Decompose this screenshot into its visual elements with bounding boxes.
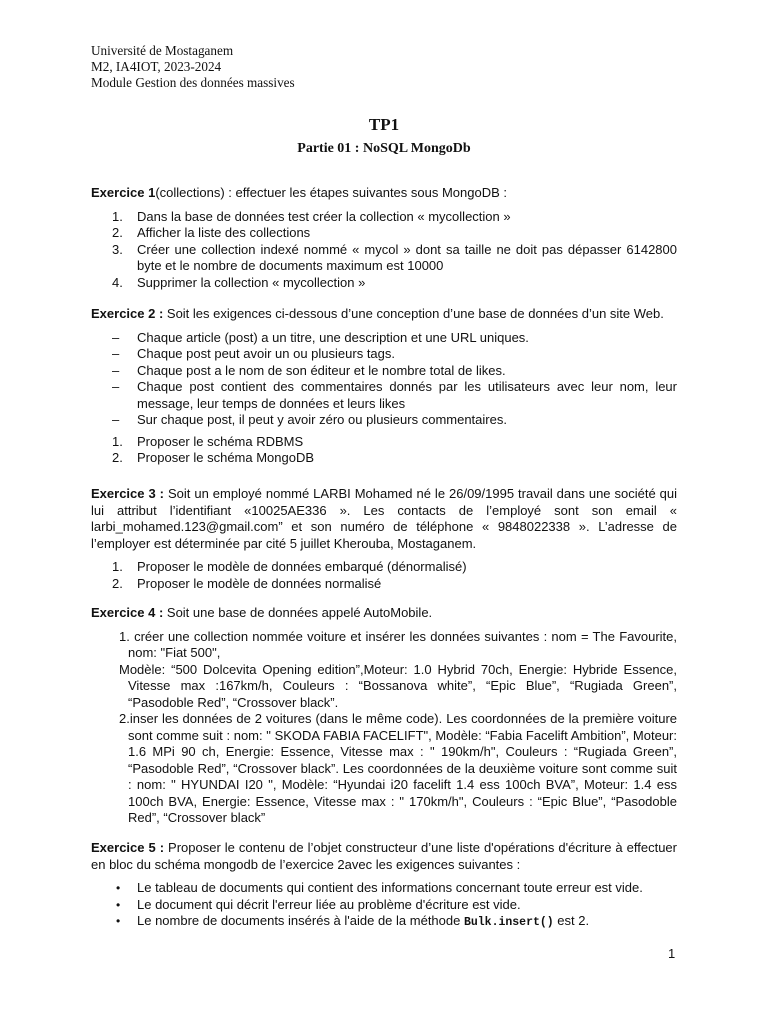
exercise-2-requirements <box>91 330 677 429</box>
exercise-2 <box>91 306 677 467</box>
exercise-1-text: (collections) : effectuer les étapes suivantes sous MongoDB : <box>155 185 508 200</box>
exercise-2-text: Soit les exigences ci-dessous d’une conception d’une base de données d’un site Web. <box>163 306 664 321</box>
exercise-4-text: Soit une base de données appelé AutoMobile. <box>163 605 433 620</box>
page-subtitle: Partie 01 : NoSQL MongoDb <box>297 141 471 156</box>
exercise-4-items <box>91 629 677 827</box>
exercise-3-questions <box>91 559 677 592</box>
exercise-1 <box>91 185 677 291</box>
list-item: 4. Supprimer la collection « mycollection » <box>112 274 366 290</box>
exercise-2-label: Exercice 2 : <box>91 306 164 321</box>
list-item: 1. Proposer le schéma RDBMS <box>112 433 304 449</box>
list-item: 2. Proposer le schéma MongoDB <box>112 450 315 465</box>
list-item: 1. Dans la base de données test créer la collection « mycollection » <box>112 208 511 224</box>
exercise-1-intro <box>91 185 677 202</box>
list-item: • Le tableau de documents qui contient des informations concernant toute erreur est vide. <box>116 880 643 895</box>
exercise-4 <box>91 605 677 827</box>
exercise-4-item-1: 1. créer une collection nommée voiture et insérer les données suivantes : nom = The Favourite, nom: "Fiat 500", <box>119 628 677 660</box>
list-item: 1. Proposer le modèle de données embarqué (dénormalisé) <box>112 559 467 574</box>
code-bulk-insert: Bulk.insert() <box>463 916 554 929</box>
list-item: – Chaque post peut avoir un ou plusieurs tags. <box>112 346 396 361</box>
page-number: 1 <box>668 946 676 961</box>
exercise-2-questions <box>91 434 677 467</box>
page-title: TP1 <box>368 115 400 134</box>
header-module: Module Gestion des données massives <box>91 75 295 90</box>
list-item: – Chaque post contient des commentaires donnés par les utilisateurs avec leur nom, leur message, leur temps de données et leurs likes <box>112 379 677 411</box>
exercise-3-label: Exercice 3 : <box>91 486 164 501</box>
exercise-3 <box>91 486 677 592</box>
header <box>91 43 295 91</box>
exercise-1-label: Exercice 1 <box>91 185 156 200</box>
exercise-4-item-1-details: Modèle: “500 Dolcevita Opening edition”,Moteur: 1.0 Hybrid 70ch, Energie: Hybride Essence, Vitesse max :167km/h, Couleurs : “Bossanova white”, “Epic Blue”, “Rugiada Green”, “Pasodoble Red”, “Crossover black”. <box>119 661 677 710</box>
exercise-4-label: Exercice 4 : <box>91 605 164 620</box>
list-item: • Le nombre de documents insérés à l'aide de la méthode Bulk.insert() est 2. <box>116 913 590 929</box>
list-item: 3. Créer une collection indexé nommé « mycol » dont sa taille ne doit pas dépasser 6142800 byte et le nombre de documents maximum est 10000 <box>112 241 677 273</box>
list-item: 2. Afficher la liste des collections <box>112 225 311 240</box>
exercise-4-intro <box>91 605 677 622</box>
exercise-2-intro <box>91 306 677 323</box>
list-item: • Le document qui décrit l'erreur liée au problème d'écriture est vide. <box>116 896 521 912</box>
list-item: 2. Proposer le modèle de données normalisé <box>112 575 382 591</box>
exercise-3-intro <box>91 486 677 552</box>
header-program: M2, IA4IOT, 2023-2024 <box>91 59 222 74</box>
exercise-5 <box>91 840 677 932</box>
header-university: Université de Mostaganem <box>91 43 234 58</box>
exercise-5-label: Exercice 5 : <box>91 840 165 855</box>
exercise-3-text: Soit un employé nommé LARBI Mohamed né le 26/09/1995 travail dans une société qui lui attribut l’identifiant «10025AE336 ». Les contacts de l’employé sont son email « larbi_mohamed.123@gmail.com” et son numéro de téléphone « 9848022338 ». L’adresse de l’employer est déterminée par cité 5 juillet Kherouba, Mostaganem. <box>91 486 678 551</box>
exercise-5-intro <box>91 840 677 873</box>
exercise-5-requirements <box>91 880 677 932</box>
list-item: – Sur chaque post, il peut y avoir zéro ou plusieurs commentaires. <box>112 412 507 427</box>
list-item: – Chaque post a le nom de son éditeur et le nombre total de likes. <box>112 362 506 378</box>
exercise-5-text: Proposer le contenu de l’objet constructeur d’une liste d'opérations d'écriture à effectuer en bloc du schéma mongodb de l’exercice 2avec les exigences suivantes : <box>91 840 677 872</box>
exercise-4-item-2: 2.inser les données de 2 voitures (dans le même code). Les coordonnées de la première voiture sont comme suit : nom: " SKODA FABIA FACELIFT", Modèle: “Fabia Facelift Ambition”, Moteur: 1.6 MPi 90 ch, Energie: Essence, Vitesse max : " 190km/h", Couleurs : “Rugiada Green”, “Pasodoble Red”, “Crossover black”. Les coordonnées de la deuxième voiture sont comme suit : nom: " HYUNDAI I20 ", Modèle: “Hyundai i20 facelift 1.4 ess 100ch BVA”, Moteur: 1.4 ess 100ch BVA, Energie: Essence, Vitesse max : " 170km/h", Couleurs : “Epic Blue”, “Pasodoble Red”, “Crossover black” <box>119 711 677 825</box>
list-item: – Chaque article (post) a un titre, une description et une URL uniques. <box>112 329 529 345</box>
exercise-1-steps <box>91 209 677 292</box>
